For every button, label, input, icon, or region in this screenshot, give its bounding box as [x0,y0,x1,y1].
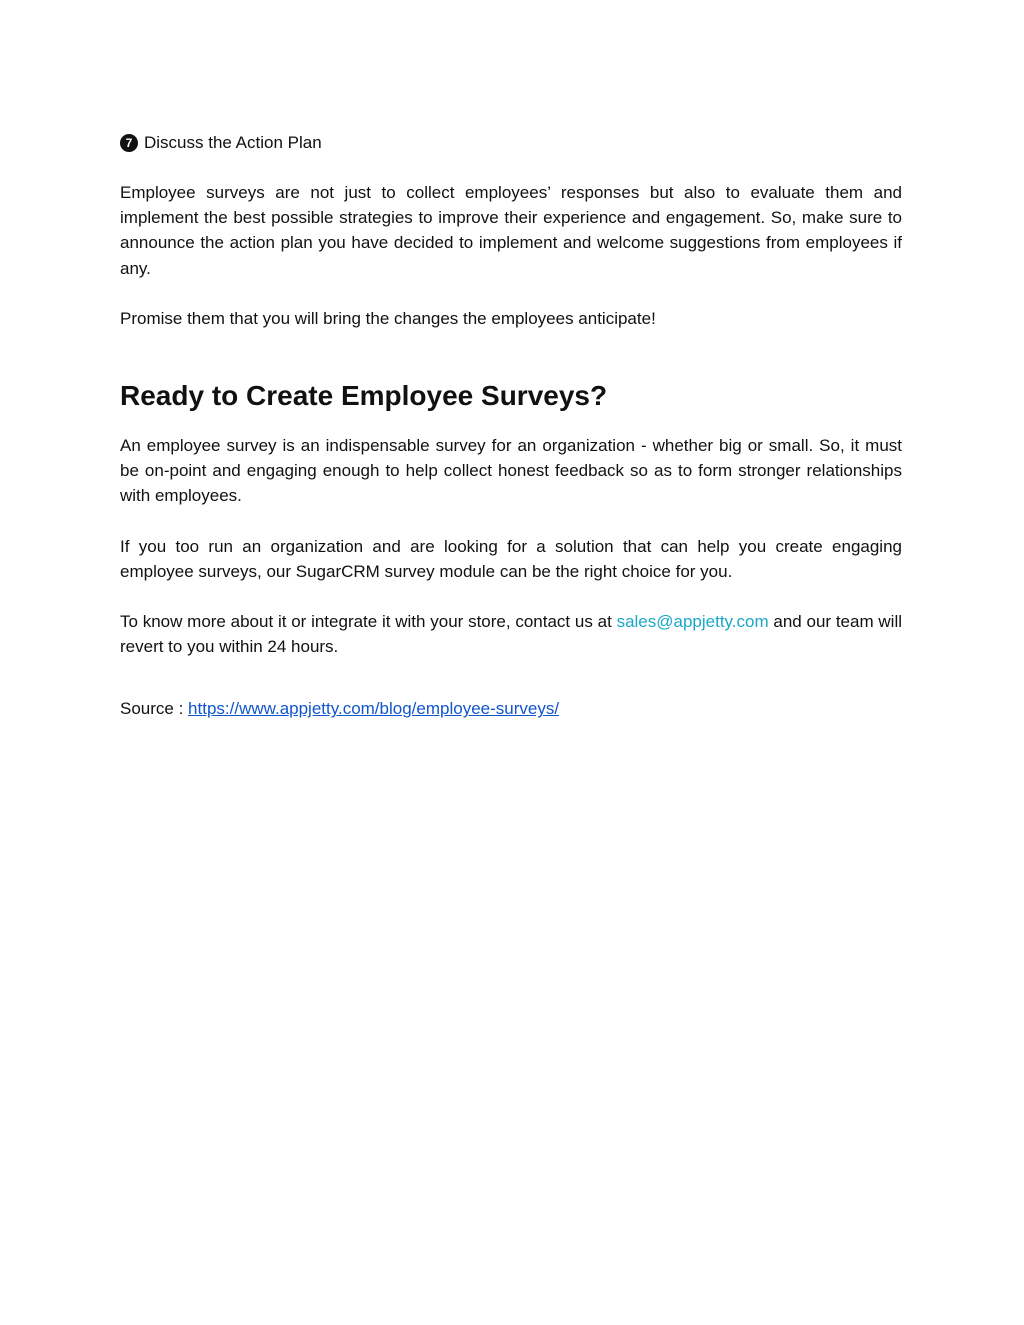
intro-paragraph: An employee survey is an indispensable survey for an organization - whether big or small. So, it must be on-point and engaging enough to help collect honest feedback so as to form stronger relationships with employees. [120,436,902,506]
contact-paragraph [120,609,902,659]
document-page [120,130,902,722]
step-heading [120,130,902,155]
email-link[interactable]: sales@appjetty.com [616,612,769,632]
source-label: Source : [120,699,189,719]
promise-paragraph: Promise them that you will bring the changes the employees anticipate! [120,308,656,328]
source-url-link[interactable]: https://www.appjetty.com/blog/employee-surveys/ [188,699,560,719]
step-title: Discuss the Action Plan [144,133,322,152]
action-plan-paragraph: Employee surveys are not just to collect employees’ responses but also to evaluate them and implement the best possible strategies to improve their experience and engagement. So, make sure to announce the action plan you have decided to implement and welcome suggestions from employees if any. [120,183,902,278]
solution-paragraph: If you too run an organization and are looking for a solution that can help you create engaging employee surveys, our SugarCRM survey module can be the right choice for you. [120,536,902,581]
contact-text-before: To know more about it or integrate it with your store, contact us at [120,612,617,632]
contact-text-after: and our team will revert to you within 24 hours. [120,612,902,657]
source-line [120,696,902,721]
section-heading: Ready to Create Employee Surveys? [120,380,608,412]
step-number-icon: 7 [120,134,138,152]
